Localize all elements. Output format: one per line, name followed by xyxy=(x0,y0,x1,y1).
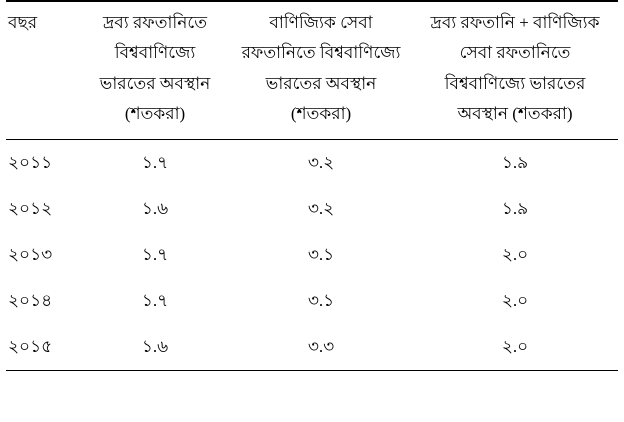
column-header-commercial-services-exports xyxy=(230,1,412,140)
column-header-goods-plus-services-exports xyxy=(412,1,618,140)
cell-total: ১.৯ xyxy=(501,199,529,219)
cell-year: ২০১২ xyxy=(8,199,53,219)
table-body xyxy=(6,140,618,371)
table-row xyxy=(6,186,618,232)
cell-services: ৩.২ xyxy=(307,199,335,219)
column-header-goods-exports-label: দ্রব্য রফতানিতে বিশ্ববাণিজ্যে ভারতের অবস্থান (শতকরা) xyxy=(99,13,211,123)
column-header-goods-plus-services-exports-label: দ্রব্য রফতানি + বাণিজ্যিক সেবা রফতানিতে বিশ্ববাণিজ্যে ভারতের অবস্থান (শতকরা) xyxy=(430,13,600,123)
column-header-commercial-services-exports-label: বাণিজ্যিক সেবা রফতানিতে বিশ্ববাণিজ্যে ভারতের অবস্থান (শতকরা) xyxy=(241,13,401,123)
cell-goods: ১.৬ xyxy=(141,199,169,219)
statistics-table xyxy=(6,0,618,371)
cell-services: ৩.২ xyxy=(307,153,335,172)
table-header xyxy=(6,1,618,140)
table-row xyxy=(6,324,618,371)
table-row xyxy=(6,232,618,278)
cell-year: ২০১৩ xyxy=(8,245,53,265)
column-header-goods-exports xyxy=(80,1,230,140)
cell-total: ২.০ xyxy=(412,324,618,371)
cell-goods: ১.৬ xyxy=(80,324,230,371)
cell-goods: ১.৭ xyxy=(141,153,169,172)
cell-total: ২.০ xyxy=(501,291,529,311)
table-row xyxy=(6,140,618,187)
cell-goods: ১.৭ xyxy=(141,245,169,265)
cell-year: ২০১৫ xyxy=(6,324,80,371)
cell-total: ২.০ xyxy=(501,245,529,265)
table-header-row xyxy=(6,1,618,140)
cell-services: ৩.১ xyxy=(307,245,335,265)
cell-goods: ১.৭ xyxy=(141,291,169,311)
cell-year: ২০১১ xyxy=(8,153,53,172)
cell-services: ৩.৩ xyxy=(230,324,412,371)
column-header-year xyxy=(6,1,80,140)
cell-services: ৩.১ xyxy=(307,291,335,311)
column-header-year-label: বছর xyxy=(8,13,38,32)
cell-total: ১.৯ xyxy=(501,153,529,172)
table-row xyxy=(6,278,618,324)
cell-year: ২০১৪ xyxy=(8,291,53,311)
